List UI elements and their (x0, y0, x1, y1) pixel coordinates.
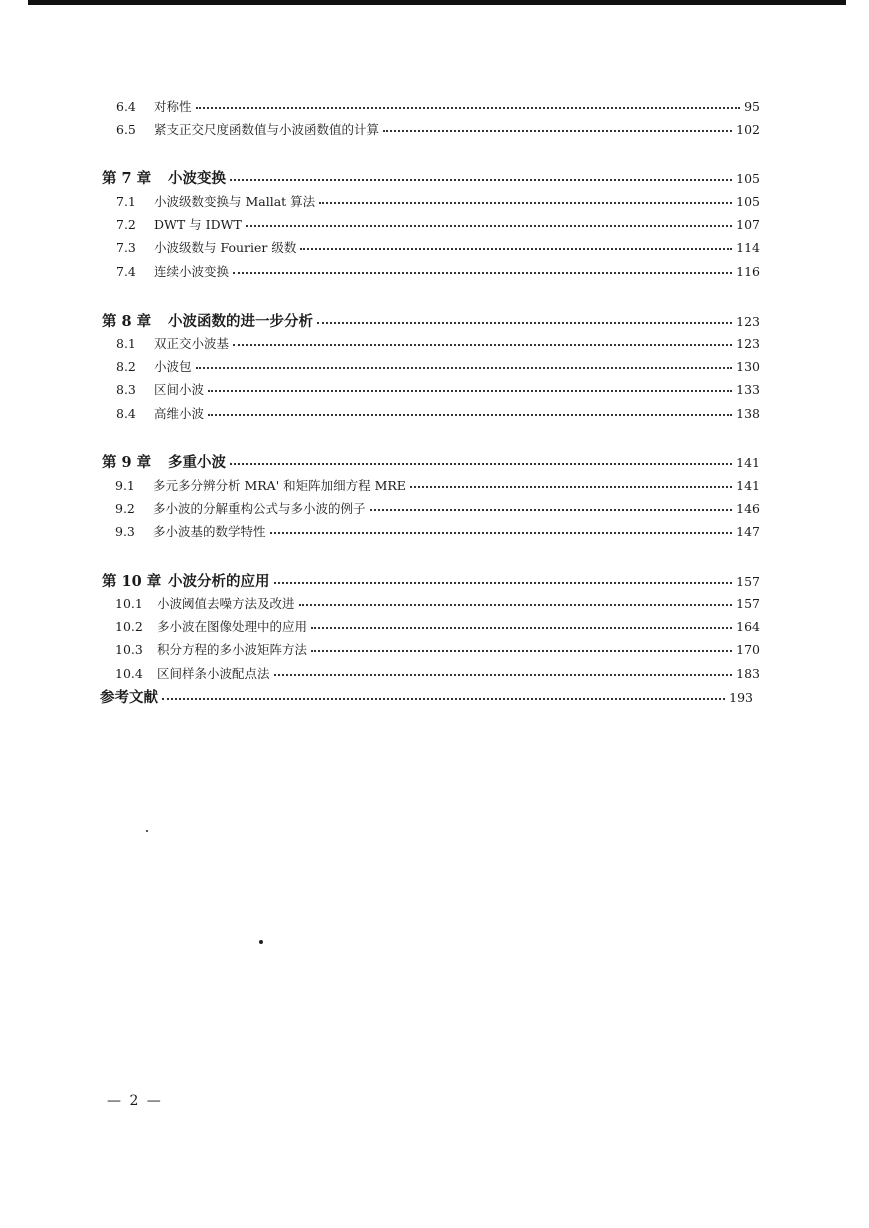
toc-section-row[interactable] (116, 408, 760, 421)
toc-entry-page-number: 138 (736, 406, 760, 421)
dot-leader (317, 322, 732, 324)
toc-section-row[interactable] (116, 219, 760, 232)
dot-leader (270, 532, 733, 534)
dot-leader (230, 179, 732, 181)
toc-entry-title: 紧支正交尺度函数值与小波函数值的计算 (154, 122, 380, 137)
toc-entry-page-number: 105 (736, 171, 760, 186)
dot-leader (196, 107, 741, 109)
toc-entry-number: 7.2 (116, 217, 136, 232)
toc-entry-title: 小波阈值去噪方法及改进 (157, 596, 295, 611)
toc-entry-title: 区间样条小波配点法 (157, 666, 270, 681)
toc-entry-number: 7.3 (116, 240, 136, 255)
toc-entry-title: 多小波的分解重构公式与多小波的例子 (153, 501, 366, 516)
toc-section-row[interactable] (115, 598, 760, 611)
toc-entry-title: 积分方程的多小波矩阵方法 (157, 642, 308, 657)
toc-entry-title: 区间小波 (154, 382, 205, 397)
toc-entry-title: 小波变换 (168, 170, 226, 187)
toc-entry-number: 8.1 (116, 336, 136, 351)
dot-leader (410, 486, 732, 488)
dot-leader (196, 367, 733, 369)
dot-leader (162, 698, 725, 700)
toc-section-row[interactable] (116, 338, 760, 351)
dot-leader (274, 674, 733, 676)
toc-entry-title: 对称性 (154, 99, 192, 114)
toc-section-row[interactable] (115, 668, 760, 681)
dot-leader (208, 390, 732, 392)
toc-section-row[interactable] (116, 384, 760, 397)
toc-entry-number: 第 10 章 (102, 573, 162, 590)
toc-entry-title: 小波包 (154, 359, 192, 374)
toc-entry-page-number: 102 (736, 122, 760, 137)
toc-entry-number: 9.3 (115, 524, 135, 539)
toc-entry-number: 7.4 (116, 264, 136, 279)
toc-entry-title: 小波级数与 Fourier 级数 (154, 240, 297, 255)
dot-leader (299, 604, 733, 606)
toc-entry-title: 小波级数变换与 Mallat 算法 (154, 194, 316, 209)
toc-entry-page-number: 95 (744, 99, 760, 114)
toc-entry-number: 10.2 (115, 619, 143, 634)
dot-leader (233, 272, 732, 274)
toc-entry-page-number: 157 (736, 596, 760, 611)
toc-section-row[interactable] (116, 361, 760, 374)
toc-entry-page-number: 146 (736, 501, 760, 516)
toc-entry-number: 10.3 (115, 642, 143, 657)
toc-entry-number: 8.2 (116, 359, 136, 374)
toc-chapter-row[interactable] (102, 456, 760, 471)
toc-entry-title: 小波函数的进一步分析 (168, 313, 313, 330)
toc-entry-page-number: 123 (736, 336, 760, 351)
page-folio: — 2 — (107, 1093, 163, 1109)
toc-entry-page-number: 130 (736, 359, 760, 374)
toc-entry-page-number: 193 (729, 690, 753, 705)
toc-section-row[interactable] (115, 621, 760, 634)
toc-entry-number: 第 9 章 (102, 454, 152, 471)
toc-entry-page-number: 170 (736, 642, 760, 657)
toc-section-row[interactable] (115, 644, 760, 657)
toc-entry-number: 10.1 (115, 596, 143, 611)
dot-leader (383, 130, 732, 132)
toc-chapter-row[interactable] (102, 172, 760, 187)
toc-entry-number: 第 7 章 (102, 170, 152, 187)
toc-entry-page-number: 157 (736, 574, 760, 589)
toc-entry-number: 10.4 (115, 666, 143, 681)
toc-entry-page-number: 123 (736, 314, 760, 329)
dot-leader (233, 344, 732, 346)
toc-chapter-row[interactable] (102, 575, 760, 590)
toc-entry-title: 连续小波变换 (154, 264, 230, 279)
toc-entry-page-number: 105 (736, 194, 760, 209)
toc-references-row[interactable] (100, 691, 753, 706)
toc-section-row[interactable] (115, 526, 760, 539)
toc-entry-title: 参考文献 (100, 689, 158, 706)
top-rule (28, 0, 846, 5)
toc-entry-title: 高维小波 (154, 406, 205, 421)
toc-entry-title: 双正交小波基 (154, 336, 230, 351)
dot-leader (311, 627, 732, 629)
dot-leader (300, 248, 732, 250)
toc-entry-page-number: 141 (736, 478, 760, 493)
toc-entry-page-number: 183 (736, 666, 760, 681)
toc-entry-page-number: 164 (736, 619, 760, 634)
toc-section-row[interactable] (115, 480, 760, 493)
scan-speck (259, 940, 263, 944)
toc-entry-number: 6.5 (116, 122, 136, 137)
toc-section-row[interactable] (115, 503, 760, 516)
toc-entry-page-number: 133 (736, 382, 760, 397)
toc-entry-number: 6.4 (116, 99, 136, 114)
toc-entry-title: 多重小波 (168, 454, 226, 471)
dot-leader (274, 582, 733, 584)
toc-entry-number: 9.2 (115, 501, 135, 516)
toc-entry-title: 小波分析的应用 (168, 573, 270, 590)
toc-entry-number: 9.1 (115, 478, 135, 493)
dot-leader (311, 650, 732, 652)
toc-section-row[interactable] (116, 101, 760, 114)
toc-entry-page-number: 114 (736, 240, 760, 255)
toc-entry-page-number: 116 (736, 264, 760, 279)
toc-entry-page-number: 107 (736, 217, 760, 232)
toc-entry-title: 多小波在图像处理中的应用 (157, 619, 308, 634)
toc-section-row[interactable] (116, 242, 760, 255)
toc-section-row[interactable] (116, 196, 760, 209)
toc-chapter-row[interactable] (102, 315, 760, 330)
toc-entry-page-number: 141 (736, 455, 760, 470)
dot-leader (230, 463, 732, 465)
toc-entry-number: 8.3 (116, 382, 136, 397)
toc-entry-number: 8.4 (116, 406, 136, 421)
dot-leader (319, 202, 732, 204)
dot-leader (208, 414, 732, 416)
toc-entry-title: DWT 与 IDWT (154, 217, 242, 232)
dot-leader (370, 509, 733, 511)
toc-section-row[interactable] (116, 124, 760, 137)
toc-entry-number: 7.1 (116, 194, 136, 209)
toc-entry-page-number: 147 (736, 524, 760, 539)
toc-entry-title: 多元多分辨分析 MRA' 和矩阵加细方程 MRE (153, 478, 406, 493)
toc-entry-title: 多小波基的数学特性 (153, 524, 266, 539)
scan-speck (146, 830, 148, 832)
toc-entry-number: 第 8 章 (102, 313, 152, 330)
toc-section-row[interactable] (116, 266, 760, 279)
dot-leader (246, 225, 732, 227)
